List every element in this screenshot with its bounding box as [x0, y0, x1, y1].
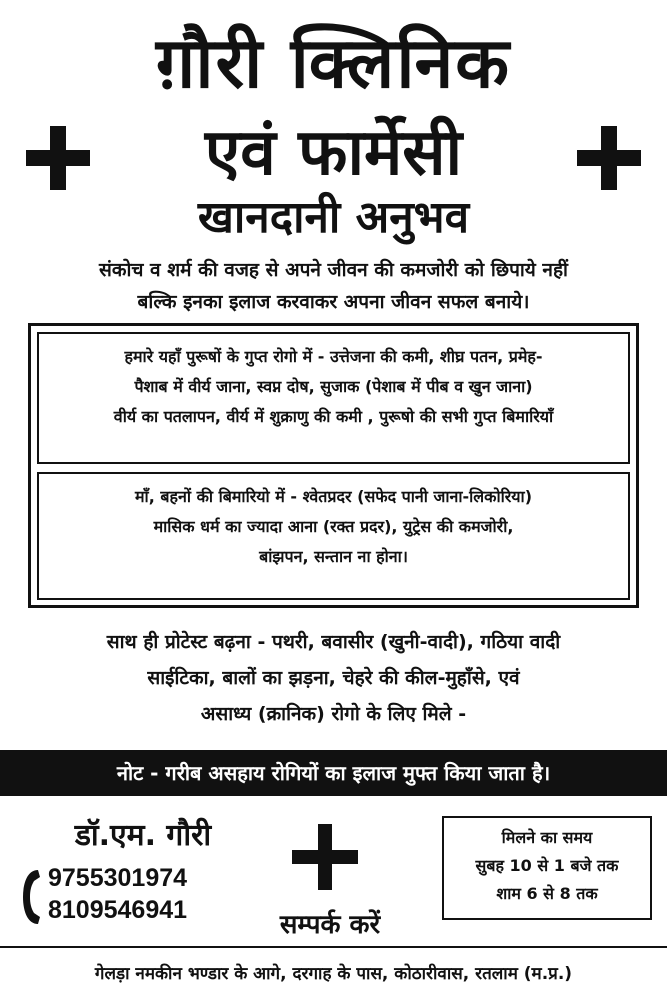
plus-icon-right — [577, 126, 641, 190]
phone-icon — [20, 868, 42, 926]
phone-number-1[interactable]: 9755301974 — [48, 864, 188, 892]
diseases-box — [28, 323, 639, 608]
experience-subtitle: खानदानी अनुभव — [197, 192, 470, 243]
contact-section — [0, 796, 667, 1000]
morning-hours: सुबह 10 से 1 बजे तक — [475, 856, 619, 875]
plus-icon-left — [26, 126, 90, 190]
evening-hours: शाम 6 से 8 तक — [496, 884, 598, 903]
other-diseases-line: साईटिका, बालों का झड़ना, चेहरे की कील-मुहाँसे, एवं — [147, 667, 520, 689]
phone-numbers — [48, 862, 268, 926]
men-diseases-line: वीर्य का पतलापन, वीर्य में शुक्राणु की कमी , पुरूषो की सभी गुप्त बिमारियाँ — [113, 407, 554, 426]
intro-line: संकोच व शर्म की वजह से अपने जीवन की कमजोरी को छिपाये नहीं — [99, 259, 568, 281]
phone-number-2[interactable]: 8109546941 — [48, 896, 188, 924]
men-diseases-line: पैशाब में वीर्य जाना, स्वप्न दोष, सुजाक (पेशाब में पीब व खुन जाना) — [134, 377, 533, 396]
visiting-hours-heading: मिलने का समय — [501, 828, 593, 847]
intro-line: बल्कि इनका इलाज करवाकर अपना जीवन सफल बनाये। — [137, 291, 530, 313]
doctor-name: डॉ.एम. गौरी — [74, 818, 212, 853]
visiting-hours-box — [442, 816, 652, 920]
other-diseases-text — [10, 624, 657, 732]
other-diseases-line: साथ ही प्रोटेस्ट बढ़ना - पथरी, बवासीर (खुनी-वादी), गठिया वादी — [106, 631, 561, 653]
title-row-pharmacy — [0, 108, 667, 198]
pharmacy-title: एवं फार्मेसी — [204, 116, 463, 190]
women-diseases-line: माँ, बहनों की बिमारियो में - श्वेतप्रदर (सफेद पानी जाना-लिकोरिया) — [134, 487, 533, 506]
clinic-title: ग़ौरी क्लिनिक — [155, 22, 512, 104]
intro-text — [10, 254, 657, 318]
other-diseases-line: असाध्य (क्रानिक) रोगो के लिए मिले - — [200, 703, 467, 725]
plus-icon-center — [292, 824, 358, 890]
contact-label: सम्पर्क करें — [279, 910, 381, 940]
free-treatment-note: नोट - गरीब असहाय रोगियों का इलाज मुफ्त किया जाता है। — [0, 750, 667, 796]
women-diseases-line: मासिक धर्म का ज्यादा आना (रक्त प्रदर), युट्रेस की कमजोरी, — [153, 517, 514, 536]
men-diseases-box — [37, 332, 630, 464]
women-diseases-box — [37, 472, 630, 600]
clinic-address: गेलड़ा नमकीन भण्डार के आगे, दरगाह के पास, कोठारीवास, रतलाम (म.प्र.) — [0, 946, 667, 1000]
men-diseases-line: हमारे यहाँ पुरूषों के गुप्त रोगो में - उत्तेजना की कमी, शीघ्र पतन, प्रमेह- — [124, 347, 543, 366]
women-diseases-line: बांझपन, सन्तान ना होना। — [259, 547, 408, 566]
